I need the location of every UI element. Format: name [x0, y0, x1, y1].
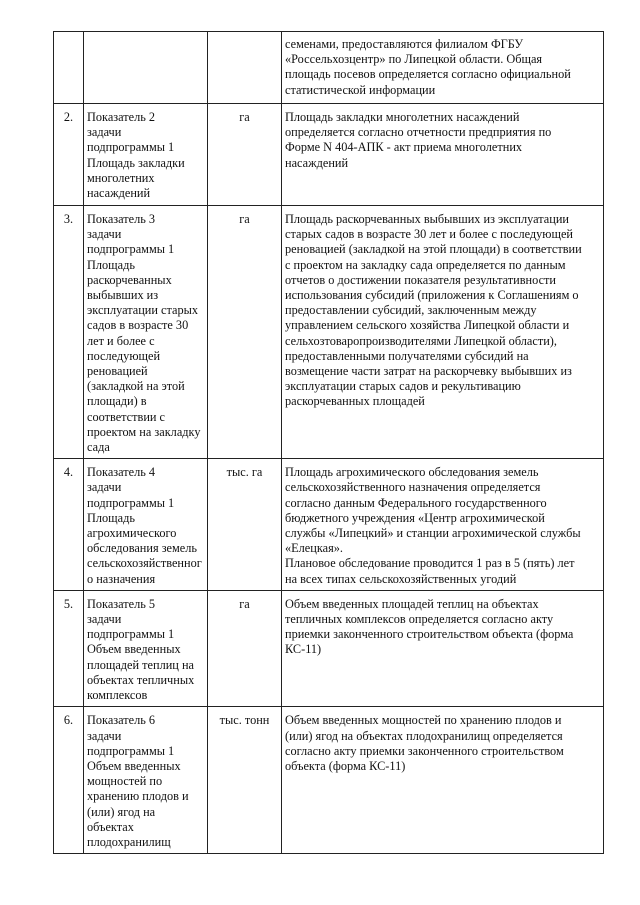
description-line: насаждений: [285, 155, 349, 170]
description-cell: [282, 206, 604, 459]
indicator-line: соответствии с: [87, 409, 166, 424]
table-row: [54, 590, 604, 706]
description-line: Площадь закладки многолетних насаждений: [285, 110, 520, 124]
indicator-line: Площадь закладки: [87, 155, 185, 170]
indicator-cell: [84, 590, 208, 706]
description-cell: [282, 104, 604, 206]
indicator-cell: [84, 32, 208, 104]
description-line: управлением сельского хозяйства Липецкой области и: [285, 318, 570, 333]
indicator-line: многолетних: [87, 170, 155, 185]
row-number: 3.: [54, 206, 84, 459]
table-row: [54, 707, 604, 854]
unit-cell: тыс. га: [208, 459, 282, 591]
unit-cell: [208, 32, 282, 104]
description-line: раскорчеванных площадей: [285, 394, 425, 409]
indicator-line: сада: [87, 440, 110, 455]
table-row: [54, 104, 604, 206]
description-line: сельскохозяйственного назначения определяется: [285, 480, 541, 495]
description-cell: [282, 590, 604, 706]
indicator-line: реновацией: [87, 364, 148, 379]
description-line: (или) ягод на объектах плодохранилищ определяется: [285, 728, 563, 743]
unit-cell: га: [208, 104, 282, 206]
description-cell: [282, 32, 604, 104]
indicator-line: комплексов: [87, 688, 148, 703]
indicator-line: хранению плодов и: [87, 789, 189, 804]
indicator-line: задачи: [87, 480, 122, 495]
indicator-line: Площадь: [87, 257, 135, 272]
indicator-line: задачи: [87, 227, 122, 242]
description-line: на всех типах сельскохозяйственных угодий: [285, 571, 517, 586]
indicator-line: задачи: [87, 125, 122, 140]
indicator-line: лет и более с: [87, 333, 155, 348]
indicator-cell: [84, 459, 208, 591]
description-line: КС-11): [285, 642, 322, 657]
description-line: определяется согласно отчетности предприятия по: [285, 125, 552, 140]
indicator-line: объектах тепличных: [87, 672, 195, 687]
row-number: 4.: [54, 459, 84, 591]
description-line: «Елецкая».: [285, 541, 343, 556]
description-line: сельхозтоваропроизводителями Липецкой области),: [285, 333, 557, 348]
table-row: [54, 32, 604, 104]
description-line: эксплуатации старых садов и рекультивацию: [285, 379, 521, 394]
description-cell: [282, 707, 604, 854]
description-line: статистической информации: [285, 82, 436, 97]
description-line: площадь посевов определяется согласно официальной: [285, 67, 571, 82]
description-line: Объем введенных площадей теплиц на объектах: [285, 596, 539, 611]
description-line: приемки законченного строительством объекта (форма: [285, 627, 574, 642]
unit-cell: га: [208, 206, 282, 459]
description-line: отчетов о достижении показателя результативности: [285, 272, 556, 287]
row-number: 2.: [54, 104, 84, 206]
description-cell: [282, 459, 604, 591]
description-line: согласно акту приемки законченного строительством: [285, 743, 564, 758]
indicator-line: эксплуатации старых: [87, 303, 199, 318]
indicator-line: проектом на закладку: [87, 424, 201, 439]
row-number: [54, 32, 84, 104]
indicator-cell: [84, 104, 208, 206]
description-line: объекта (форма КС-11): [285, 758, 406, 773]
description-line: семенами, предоставляются филиалом ФГБУ: [285, 37, 524, 51]
indicator-line: Показатель 5: [87, 596, 156, 611]
table-body: [54, 32, 604, 854]
description-line: согласно данным Федерального государственного: [285, 495, 547, 510]
indicator-line: (закладкой на этой: [87, 379, 185, 394]
indicator-line: сельскохозяйственног: [87, 556, 202, 571]
description-line: Объем введенных мощностей по хранению плодов и: [285, 713, 562, 728]
indicator-line: насаждений: [87, 186, 151, 201]
indicators-table: [53, 31, 604, 854]
indicator-line: площадей теплиц на: [87, 657, 194, 672]
description-line: службы «Липецкий» и станции агрохимической службы: [285, 526, 581, 541]
indicator-line: обследования земель: [87, 541, 197, 556]
indicator-line: Объем введенных: [87, 642, 181, 657]
indicator-line: агрохимического: [87, 526, 177, 541]
indicator-line: плодохранилищ: [87, 834, 171, 849]
indicator-line: Показатель 2: [87, 110, 156, 124]
description-line: тепличных комплексов определяется согласно акту: [285, 612, 554, 627]
indicator-line: (или) ягод на: [87, 804, 156, 819]
row-number: 6.: [54, 707, 84, 854]
description-line: Площадь раскорчеванных выбывших из эксплуатации: [285, 212, 569, 226]
description-line: бюджетного учреждения «Центр агрохимической: [285, 510, 545, 525]
indicator-line: площади) в: [87, 394, 147, 409]
indicator-line: выбывших из: [87, 288, 159, 303]
table-row: [54, 459, 604, 591]
indicator-line: Показатель 6: [87, 713, 156, 728]
description-line: Площадь агрохимического обследования земель: [285, 465, 539, 480]
description-line: предоставленными получателями субсидий на: [285, 348, 529, 363]
description-line: «Россельхозцентр» по Липецкой области. Общая: [285, 52, 543, 67]
indicator-line: подпрограммы 1: [87, 743, 175, 758]
indicator-line: раскорчеванных: [87, 272, 172, 287]
table-row: [54, 206, 604, 459]
indicator-line: Объем введенных: [87, 758, 181, 773]
description-line: возмещение части затрат на раскорчевку выбывших из: [285, 364, 572, 379]
description-line: Форме N 404-АПК - акт приема многолетних: [285, 140, 523, 155]
description-line: предоставлении субсидий, заключенным между: [285, 303, 537, 318]
unit-cell: тыс. тонн: [208, 707, 282, 854]
indicator-cell: [84, 206, 208, 459]
indicator-line: мощностей по: [87, 774, 163, 789]
indicator-line: последующей: [87, 348, 161, 363]
description-line: использования субсидий (приложения к Соглашениям о: [285, 288, 579, 303]
indicator-line: Показатель 4: [87, 465, 156, 480]
indicator-line: объектах: [87, 819, 134, 834]
indicator-line: подпрограммы 1: [87, 242, 175, 257]
description-line: Плановое обследование проводится 1 раз в 5 (пять) лет: [285, 556, 575, 571]
indicator-line: подпрограммы 1: [87, 140, 175, 155]
description-line: старых садов в возрасте 30 лет и более с последующей: [285, 227, 573, 242]
indicator-line: о назначения: [87, 571, 156, 586]
indicator-line: подпрограммы 1: [87, 495, 175, 510]
indicator-line: задачи: [87, 728, 122, 743]
indicator-line: подпрограммы 1: [87, 627, 175, 642]
indicator-line: Показатель 3: [87, 212, 156, 226]
indicator-line: задачи: [87, 612, 122, 627]
description-line: реновацией (закладкой на этой площади) в соответствии: [285, 242, 582, 257]
indicator-cell: [84, 707, 208, 854]
indicator-line: Площадь: [87, 510, 135, 525]
unit-cell: га: [208, 590, 282, 706]
description-line: с проектом на закладку сада определяется по данным: [285, 257, 566, 272]
row-number: 5.: [54, 590, 84, 706]
indicator-line: садов в возрасте 30: [87, 318, 189, 333]
